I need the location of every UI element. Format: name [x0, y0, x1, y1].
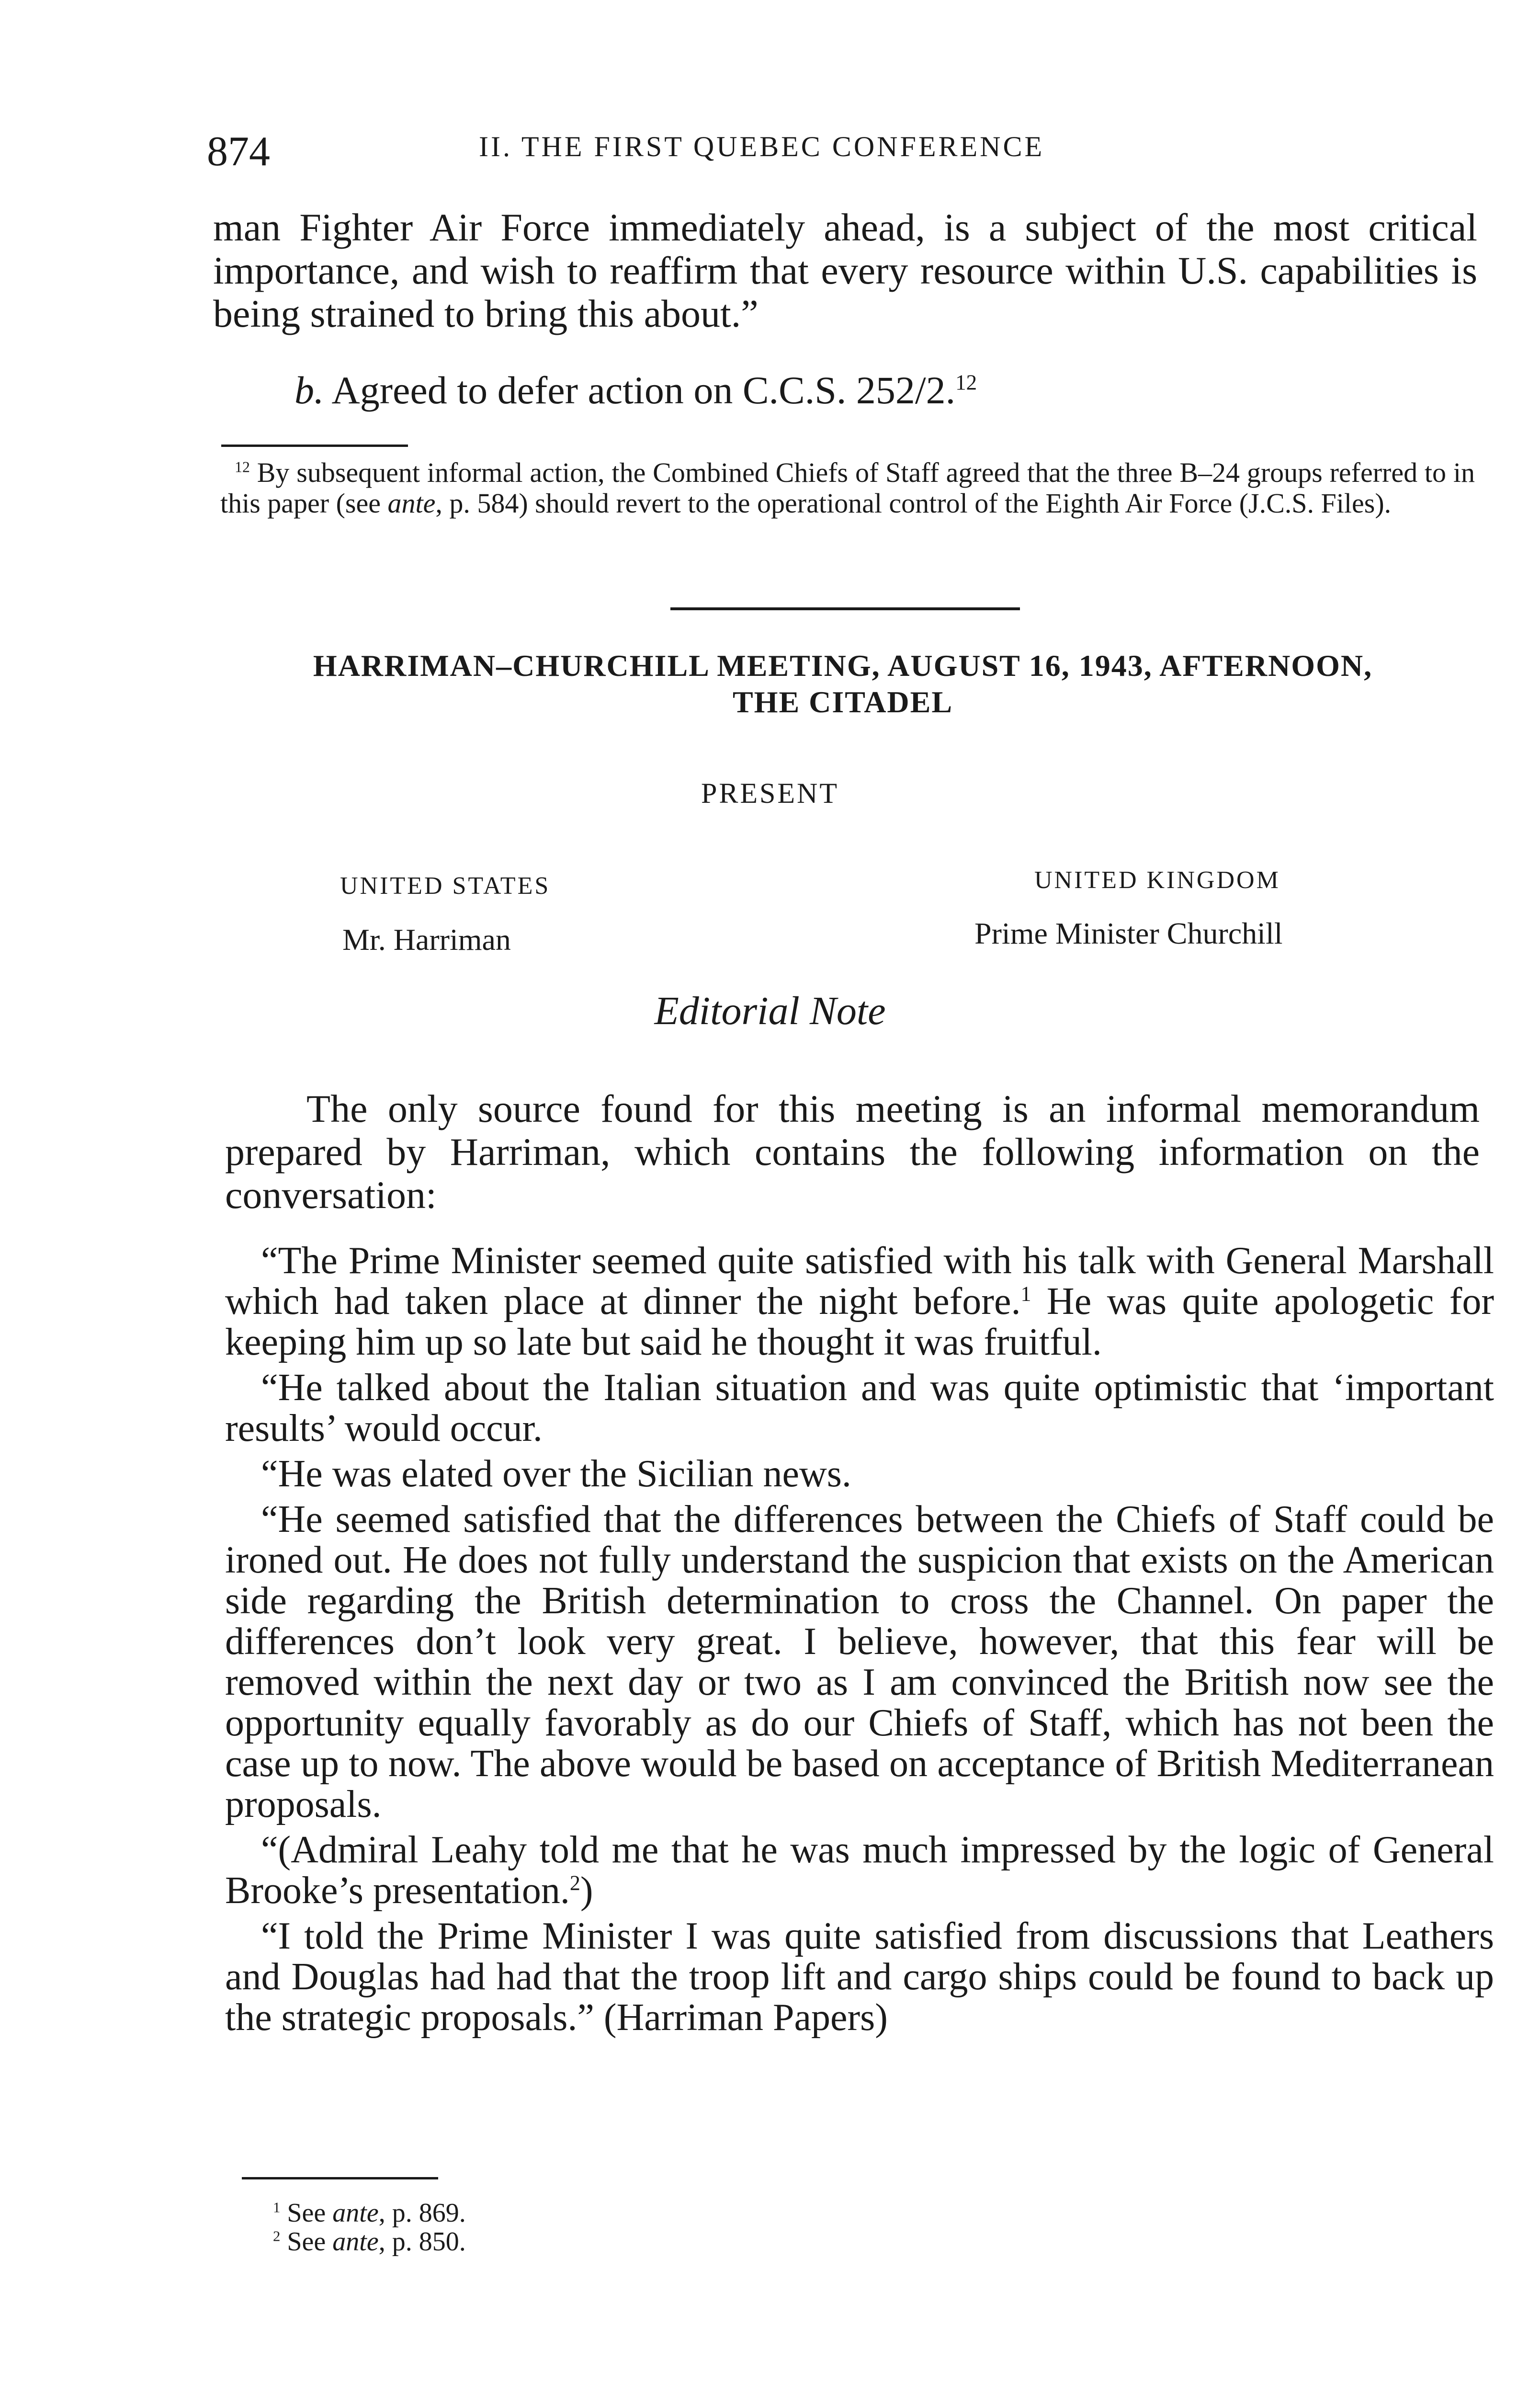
continuation-paragraph: man Fighter Air Force immediately ahead, is a subject of the most critical importance, and wish to reaffirm that every resource within U.S. capabilities is being strained to bring this about.” — [213, 205, 1477, 335]
quote-paragraph-2: “He talked about the Italian situation and was quite optimistic that ‘important results’ would occur. — [225, 1367, 1494, 1449]
quote-paragraph-1 — [225, 1241, 1494, 1363]
united-states-heading: UNITED STATES — [340, 872, 551, 900]
quote-paragraph-5 — [225, 1830, 1494, 1911]
footnote-2-suffix: , p. 850. — [378, 2227, 466, 2257]
meeting-heading-line-1: HARRIMAN–CHURCHILL MEETING, AUGUST 16, 1943, AFTERNOON, — [313, 649, 1373, 683]
footnote-1-marker: 1 — [273, 2199, 281, 2216]
footnotes — [273, 2199, 466, 2256]
quote-paragraph-1-text: “The Prime Minister seemed quite satisfied with his talk with General Marshall which had taken place at dinner the night before. — [225, 1240, 1494, 1323]
quote-paragraph-4: “He seemed satisfied that the differences between the Chiefs of Staff could be ironed out. He does not fully understand the suspicion that exists on the American side regarding the British determination to cross the Channel. On paper the differences don’t look very great. I believe, however, that this fear will be removed within the next day or two as I am convinced the British now see the opportunity equally favorably as do our Chiefs of Staff, which has not been the case up to now. The above would be based on acceptance of British Mediterranean proposals. — [225, 1498, 1494, 1825]
editorial-note-heading: Editorial Note — [654, 989, 886, 1033]
quote-paragraph-5-text: “(Admiral Leahy told me that he was much impressed by the logic of General Brooke’s presentation. — [225, 1829, 1494, 1912]
footnote-1-ante: ante — [332, 2198, 379, 2228]
footnote-12-ante: ante — [387, 488, 436, 519]
footnote-12-marker: 12 — [235, 458, 250, 476]
quote-paragraph-3: “He was elated over the Sicilian news. — [261, 1453, 851, 1495]
footnote-2-marker: 2 — [273, 2228, 281, 2245]
intro-paragraph: The only source found for this meeting is an informal memorandum prepared by Harriman, which contains the following information on the conversation: — [225, 1087, 1480, 1217]
footnote-ref-1: 1 — [1020, 1282, 1031, 1306]
section-divider — [670, 607, 1020, 610]
footnote-ref-12: 12 — [955, 370, 977, 395]
us-attendee: Mr. Harriman — [342, 923, 511, 957]
footnote-ref-2: 2 — [569, 1871, 580, 1895]
quote-paragraph-6: “I told the Prime Minister I was quite satisfied from discussions that Leathers and Douglas had had that the troop lift and cargo ships could be found to back up the strategic proposals.” (Harriman Papers) — [225, 1915, 1494, 2039]
item-b-text: Agreed to defer action on C.C.S. 252/2. — [324, 368, 956, 412]
footnote-1-suffix: , p. 869. — [378, 2198, 466, 2228]
footnote-12 — [220, 457, 1475, 519]
footnote-12-text-after: , p. 584) should revert to the operational control of the Eighth Air Force (J.C.S. Files). — [435, 488, 1392, 519]
footnote-2 — [273, 2227, 466, 2256]
memorandum-quote — [225, 1241, 1494, 2043]
page-number: 874 — [207, 128, 270, 175]
footnote-divider-bottom — [242, 2177, 438, 2179]
quote-paragraph-5-tail: ) — [580, 1870, 593, 1912]
footnote-12-text-before: By subsequent informal action, the Combined Chiefs of Staff agreed that the three B–24 groups referred to in this paper (see — [220, 457, 1475, 519]
footnote-1 — [273, 2199, 466, 2227]
item-b — [294, 369, 1444, 412]
footnote-divider-top — [221, 445, 408, 447]
uk-attendee: Prime Minister Churchill — [974, 916, 1283, 950]
footnote-1-prefix: See — [280, 2198, 333, 2228]
united-kingdom-heading: UNITED KINGDOM — [1034, 867, 1280, 894]
item-b-prefix: b. — [294, 368, 324, 412]
quote-paragraph-1-tail: He was quite apologetic for keeping him up so late but said he thought it was fruitful. — [225, 1280, 1494, 1363]
present-heading: PRESENT — [701, 777, 839, 809]
meeting-heading — [211, 648, 1475, 720]
footnote-2-prefix: See — [280, 2227, 333, 2257]
meeting-heading-line-2: THE CITADEL — [732, 685, 953, 719]
footnote-2-ante: ante — [332, 2227, 379, 2257]
running-title: II. THE FIRST QUEBEC CONFERENCE — [479, 131, 1045, 162]
